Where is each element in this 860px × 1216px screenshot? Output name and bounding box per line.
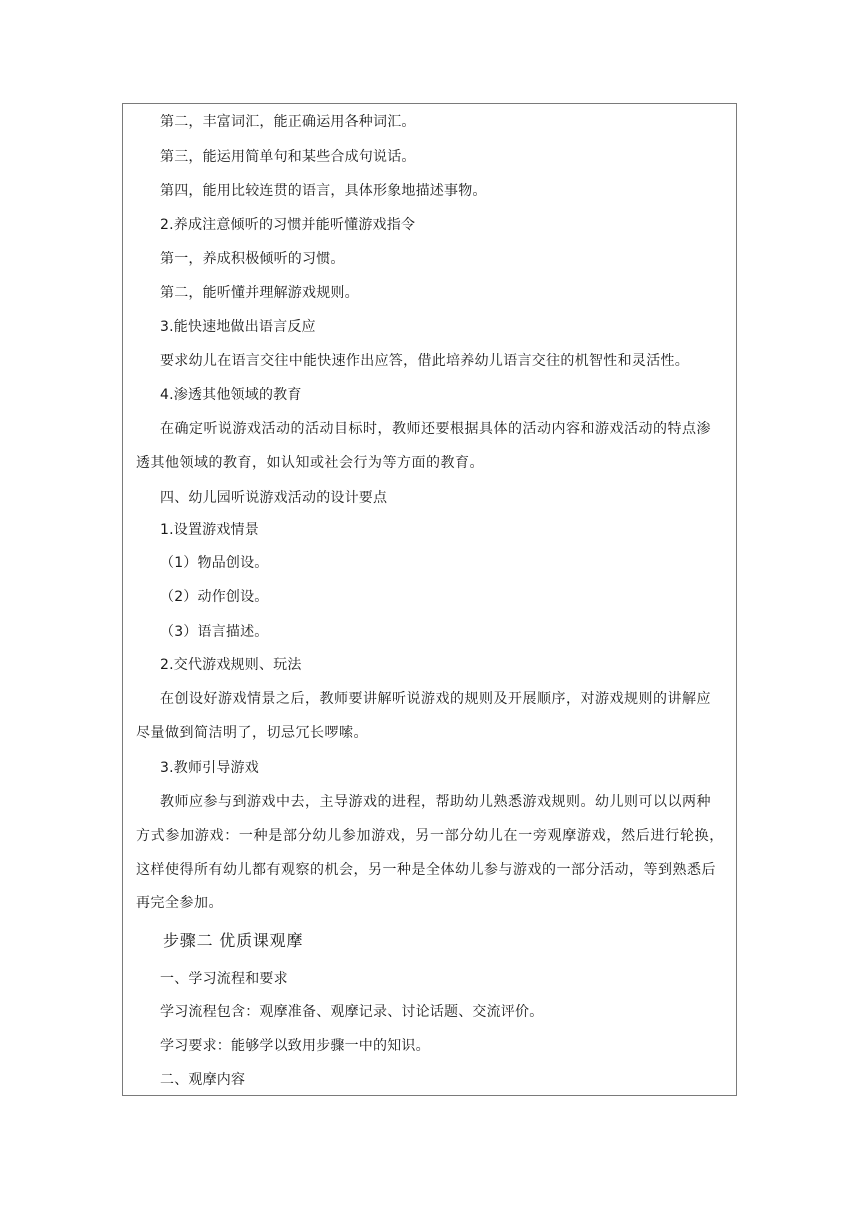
paragraph-line: 在创设好游戏情景之后，教师要讲解听说游戏的规则及开展顺序，对游戏规则的讲解应 xyxy=(160,691,711,707)
paragraph-line: 尽量做到简洁明了，切忌冗长啰嗦。 xyxy=(136,725,368,741)
paragraph-line: 再完全参加。 xyxy=(136,895,223,911)
section-heading: 一、学习流程和要求 xyxy=(160,971,288,987)
text-line: 第四，能用比较连贯的语言，具体形象地描述事物。 xyxy=(160,183,487,199)
subheading: 1.设置游戏情景 xyxy=(160,522,259,538)
paragraph-line: 在确定听说游戏活动的活动目标时，教师还要根据具体的活动内容和游戏活动的特点渗 xyxy=(160,421,711,437)
paragraph-line: 方式参加游戏：一种是部分幼儿参加游戏，另一部分幼儿在一旁观摩游戏，然后进行轮换， xyxy=(136,828,724,844)
section-heading: 二、观摩内容 xyxy=(160,1072,246,1088)
text-line: 要求幼儿在语言交往中能快速作出应答，借此培养幼儿语言交往的机智性和灵活性。 xyxy=(160,353,690,369)
subheading: 3.能快速地做出语言反应 xyxy=(160,319,316,335)
text-line: 第二，丰富词汇，能正确运用各种词汇。 xyxy=(160,114,416,130)
paragraph-line: 这样使得所有幼儿都有观察的机会，另一种是全体幼儿参与游戏的一部分活动，等到熟悉后 xyxy=(136,862,716,878)
subheading: 2.养成注意倾听的习惯并能听懂游戏指令 xyxy=(160,217,416,233)
step-heading: 步骤二 优质课观摩 xyxy=(163,931,304,950)
text-line: 学习要求：能够学以致用步骤一中的知识。 xyxy=(160,1038,430,1054)
paragraph-line: 透其他领域的教育，如认知或社会行为等方面的教育。 xyxy=(136,455,484,471)
section-heading: 四、幼儿园听说游戏活动的设计要点 xyxy=(160,490,388,506)
paragraph-line: 教师应参与到游戏中去，主导游戏的进程，帮助幼儿熟悉游戏规则。幼儿则可以以两种 xyxy=(160,794,711,810)
list-item: （2）动作创设。 xyxy=(160,589,269,605)
subheading: 4.渗透其他领域的教育 xyxy=(160,387,302,403)
text-line: 学习流程包含：观摩准备、观摩记录、讨论话题、交流评价。 xyxy=(160,1004,544,1020)
list-item: （3）语言描述。 xyxy=(160,624,269,640)
text-line: 第一，养成积极倾听的习惯。 xyxy=(160,251,345,267)
subheading: 3.教师引导游戏 xyxy=(160,760,259,776)
text-line: 第二，能听懂并理解游戏规则。 xyxy=(160,285,359,301)
subheading: 2.交代游戏规则、玩法 xyxy=(160,657,302,673)
text-line: 第三，能运用简单句和某些合成句说话。 xyxy=(160,149,416,165)
list-item: （1）物品创设。 xyxy=(160,555,269,571)
